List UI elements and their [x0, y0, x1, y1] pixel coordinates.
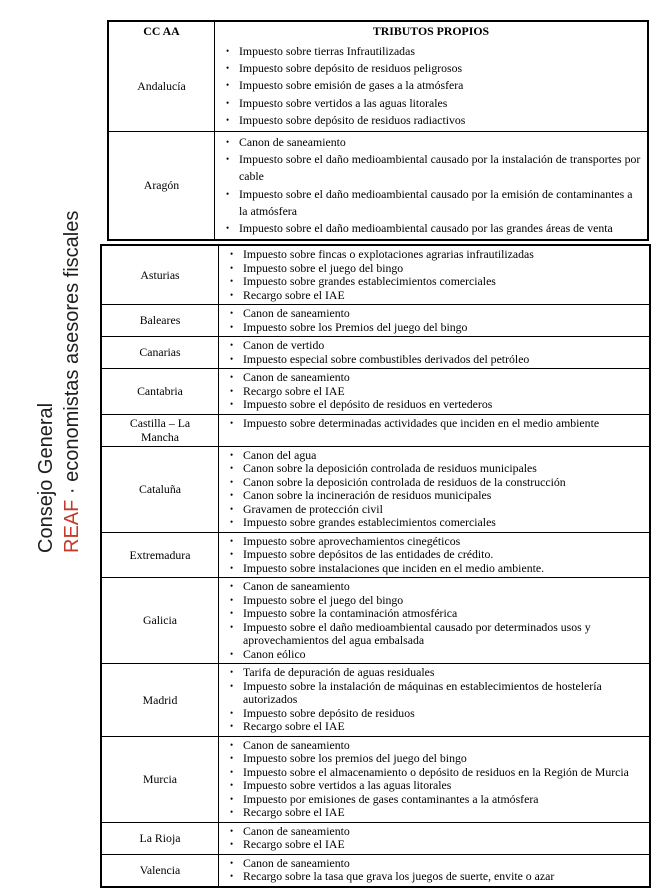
table-row: [102, 532, 649, 578]
tax-item: [215, 95, 643, 112]
bullet-icon: •: [230, 289, 234, 300]
tax-item-text: Canon sobre la deposición controlada de residuos de la construcción: [243, 474, 566, 489]
tax-item: [219, 580, 645, 594]
table-row: [102, 304, 649, 336]
tax-item: [219, 248, 645, 262]
table-row: [102, 663, 649, 736]
tax-item: [219, 371, 645, 385]
table-header-row: [109, 22, 647, 41]
tax-item: [219, 680, 645, 707]
tax-item-text: Canon de saneamiento: [243, 823, 350, 838]
bullet-icon: •: [230, 793, 234, 804]
bullet-icon: •: [226, 97, 230, 108]
tax-item-text: Impuesto sobre el juego del bingo: [243, 592, 404, 607]
bullet-icon: •: [230, 871, 234, 882]
tax-item-text: Canon de saneamiento: [239, 135, 346, 150]
bullet-icon: •: [230, 399, 234, 410]
tax-item-text: Impuesto por emisiones de gases contaminantes a la atmósfera: [243, 791, 539, 806]
bullet-icon: •: [230, 276, 234, 287]
tax-item-text: Tarifa de depuración de aguas residuales: [243, 665, 435, 680]
tax-item: [219, 275, 645, 289]
tax-item-text: Impuesto sobre instalaciones que inciden en el medio ambiente.: [243, 560, 545, 575]
tax-item: [219, 739, 645, 753]
table-row: [102, 446, 649, 532]
tax-items: [219, 823, 649, 854]
bullet-icon: •: [226, 46, 230, 56]
bullet-icon: •: [230, 321, 234, 332]
bullet-icon: •: [230, 249, 234, 260]
tax-item: [219, 806, 645, 820]
tax-item-text: Recargo sobre la tasa que grava los juegos de suerte, envite o azar: [243, 869, 555, 884]
tax-item-text: Impuesto sobre aprovechamientos cinegéticos: [243, 533, 461, 548]
bullet-icon: •: [230, 707, 234, 718]
tax-items: [219, 369, 649, 414]
tax-item: [219, 398, 645, 412]
table-ccaa-tributos-part2: [100, 244, 651, 888]
brand-reaf: REAF: [61, 499, 83, 553]
tax-item: [219, 779, 645, 793]
tax-items: [219, 855, 649, 886]
bullet-icon: •: [226, 154, 230, 165]
bullet-icon: •: [230, 839, 234, 850]
tax-item: [219, 476, 645, 490]
tax-item-text: Impuesto sobre depósito de residuos peligrosos: [239, 61, 463, 76]
tax-item-text: Impuesto sobre determinadas actividades que inciden en el medio ambiente: [243, 415, 600, 430]
tax-item-text: Impuesto sobre los premios del juego del bingo: [243, 751, 467, 766]
tax-item: [219, 857, 645, 871]
bullet-icon: •: [226, 188, 230, 199]
tax-item-text: Canon de saneamiento: [243, 855, 350, 870]
tax-item: [219, 648, 645, 662]
tax-items: [219, 415, 649, 446]
tax-item: [215, 134, 643, 151]
tax-item-text: Impuesto sobre tierras Infrautilizadas: [239, 44, 415, 58]
bullet-icon: •: [226, 137, 230, 148]
tax-item-text: Canon de saneamiento: [243, 306, 350, 321]
tax-items: [215, 41, 647, 131]
tax-item: [215, 43, 643, 60]
bullet-icon: •: [230, 308, 234, 319]
bullet-icon: •: [230, 385, 234, 396]
bullet-icon: •: [230, 648, 234, 659]
tax-item: [219, 548, 645, 562]
tax-item: [219, 307, 645, 321]
table-2-body: [102, 246, 649, 886]
tax-item-text: Gravamen de protección civil: [243, 501, 383, 516]
tax-item-text: Impuesto especial sobre combustibles derivados del petróleo: [243, 351, 530, 366]
table-ccaa-tributos-part1: [107, 20, 649, 241]
tax-item-text: Recargo sobre el IAE: [243, 287, 345, 302]
tax-items: [219, 305, 649, 336]
tax-item-text: Impuesto sobre emisión de gases a la atmósfera: [239, 78, 464, 93]
bullet-icon: •: [230, 463, 234, 474]
tax-items: [219, 447, 649, 532]
table-row: [102, 368, 649, 414]
tax-item: [219, 353, 645, 367]
tax-item: [219, 462, 645, 476]
tax-item: [219, 766, 645, 780]
bullet-icon: •: [230, 667, 234, 678]
bullet-icon: •: [230, 680, 234, 691]
bullet-icon: •: [230, 721, 234, 732]
tax-item-text: Impuesto sobre el daño medioambiental causado por las grandes áreas de venta: [239, 221, 613, 236]
bullet-icon: •: [230, 753, 234, 764]
tax-item: [219, 535, 645, 549]
region-name: Cantabria: [102, 369, 219, 414]
tax-item: [219, 707, 645, 721]
table-row: [102, 336, 649, 368]
bullet-icon: •: [226, 114, 230, 125]
tax-items: [219, 246, 649, 304]
header-ccaa: CC AA: [109, 22, 215, 41]
tax-item: [219, 752, 645, 766]
table-row: [109, 41, 647, 131]
region-name: Asturias: [102, 246, 219, 304]
tax-item: [219, 838, 645, 852]
tax-item: [215, 186, 643, 220]
tax-item: [219, 321, 645, 335]
bullet-icon: •: [230, 340, 234, 351]
bullet-icon: •: [230, 476, 234, 487]
tax-items: [215, 132, 647, 239]
tax-item-text: Impuesto sobre depósito de residuos radiactivos: [239, 112, 466, 127]
tax-item-text: Recargo sobre el IAE: [243, 383, 345, 398]
tax-item-text: Impuesto sobre grandes establecimientos comerciales: [243, 274, 496, 289]
tax-item: [215, 112, 643, 129]
table-row: [102, 246, 649, 304]
reaf-branding: [33, 201, 85, 553]
bullet-icon: •: [230, 353, 234, 364]
bullet-icon: •: [230, 262, 234, 273]
region-name: Madrid: [102, 664, 219, 736]
tax-item-text: Impuesto sobre el depósito de residuos en vertederos: [243, 397, 493, 412]
region-name: Extremadura: [102, 533, 219, 578]
tax-item-text: Impuesto sobre el daño medioambiental causado por la instalación de transportes por cable: [239, 152, 641, 184]
bullet-icon: •: [230, 780, 234, 791]
tax-item: [215, 77, 643, 94]
bullet-icon: •: [226, 223, 230, 234]
region-name: Aragón: [109, 132, 215, 239]
bullet-icon: •: [230, 449, 234, 460]
tax-item-text: Canon de saneamiento: [243, 579, 350, 594]
region-name: La Rioja: [102, 823, 219, 854]
brand-tagline: · economistas asesores fiscales: [61, 210, 83, 500]
tax-item: [215, 151, 643, 185]
bullet-icon: •: [230, 562, 234, 573]
tax-items: [219, 664, 649, 736]
bullet-icon: •: [230, 535, 234, 546]
bullet-icon: •: [230, 581, 234, 592]
bullet-icon: •: [230, 766, 234, 777]
region-name: Valencia: [102, 855, 219, 886]
tax-item-text: Impuesto sobre el daño medioambiental causado por determinados usos y aprovechamientos del agua embalsada: [243, 619, 591, 648]
tax-item-text: Impuesto sobre los Premios del juego del bingo: [243, 319, 468, 334]
table-row: [102, 854, 649, 886]
tax-item: [219, 449, 645, 463]
table-1-body: [109, 41, 647, 239]
tax-item: [219, 289, 645, 303]
bullet-icon: •: [230, 739, 234, 750]
tax-item: [219, 607, 645, 621]
tax-item-text: Impuesto sobre depósitos de las entidades de crédito.: [243, 547, 494, 562]
tax-item-text: Canon sobre la deposición controlada de residuos municipales: [243, 461, 537, 476]
tax-items: [219, 337, 649, 368]
tax-item: [219, 516, 645, 530]
tax-item: [219, 720, 645, 734]
tax-item: [219, 489, 645, 503]
tax-item-text: Impuesto sobre la contaminación atmosférica: [243, 606, 458, 621]
tax-item: [219, 793, 645, 807]
tax-item: [215, 60, 643, 77]
tax-item-text: Canon del agua: [243, 447, 317, 462]
tax-item: [219, 621, 645, 648]
tax-item: [219, 562, 645, 576]
tax-items: [219, 737, 649, 822]
tax-items: [219, 533, 649, 578]
table-row: [102, 736, 649, 822]
tax-item-text: Impuesto sobre el juego del bingo: [243, 260, 404, 275]
bullet-icon: •: [230, 608, 234, 619]
region-name: Andalucía: [109, 41, 215, 131]
region-name: Canarias: [102, 337, 219, 368]
tax-item-text: Canon de saneamiento: [243, 737, 350, 752]
tax-item-text: Impuesto sobre la instalación de máquinas en establecimientos de hostelería autorizados: [243, 678, 602, 707]
table-row: [102, 414, 649, 446]
tax-item: [219, 417, 645, 431]
tax-item-text: Impuesto sobre vertidos a las aguas litorales: [243, 778, 452, 793]
tax-item-text: Recargo sobre el IAE: [243, 719, 345, 734]
region-name: Murcia: [102, 737, 219, 822]
tax-item-text: Recargo sobre el IAE: [243, 837, 345, 852]
tax-item: [219, 870, 645, 884]
tax-item-text: Canon de vertido: [243, 338, 325, 353]
tax-item-text: Impuesto sobre el almacenamiento o depósito de residuos en la Región de Murcia: [243, 764, 629, 779]
bullet-icon: •: [226, 63, 230, 74]
bullet-icon: •: [230, 517, 234, 528]
tax-item: [219, 503, 645, 517]
tax-item-text: Canon sobre la incineración de residuos municipales: [243, 488, 492, 503]
tax-item-text: Impuesto sobre fincas o explotaciones agrarias infrautilizadas: [243, 247, 534, 262]
table-row: [102, 577, 649, 663]
bullet-icon: •: [230, 857, 234, 868]
tax-items: [219, 578, 649, 663]
tax-item-text: Impuesto sobre el daño medioambiental causado por la emisión de contaminantes a la atmósfera: [239, 186, 633, 218]
tax-item-text: Recargo sobre el IAE: [243, 805, 345, 820]
region-name: Cataluña: [102, 447, 219, 532]
bullet-icon: •: [230, 503, 234, 514]
bullet-icon: •: [230, 372, 234, 383]
tax-item-text: Impuesto sobre grandes establecimientos comerciales: [243, 515, 496, 530]
bullet-icon: •: [230, 549, 234, 560]
region-name: Castilla – La Mancha: [102, 415, 219, 446]
region-name: Baleares: [102, 305, 219, 336]
tax-item: [219, 825, 645, 839]
tax-item: [219, 262, 645, 276]
table-row: [102, 822, 649, 854]
table-row: [109, 131, 647, 239]
tax-item-text: Canon de saneamiento: [243, 370, 350, 385]
brand-reaf-line: [59, 201, 85, 553]
bullet-icon: •: [230, 621, 234, 632]
tax-item-text: Impuesto sobre depósito de residuos: [243, 705, 415, 720]
bullet-icon: •: [230, 490, 234, 501]
bullet-icon: •: [230, 417, 234, 428]
region-name: Galicia: [102, 578, 219, 663]
tax-item: [219, 385, 645, 399]
bullet-icon: •: [226, 80, 230, 91]
bullet-icon: •: [230, 807, 234, 818]
tax-item: [219, 339, 645, 353]
tax-item-text: Impuesto sobre vertidos a las aguas litorales: [239, 95, 448, 110]
brand-consejo-general: Consejo General: [35, 402, 57, 553]
tax-item: [219, 594, 645, 608]
tax-item: [219, 666, 645, 680]
tax-tables: [100, 20, 651, 888]
tax-item: [215, 220, 643, 237]
bullet-icon: •: [230, 594, 234, 605]
tax-item-text: Canon eólico: [243, 646, 306, 661]
header-tributos-propios: TRIBUTOS PROPIOS: [372, 24, 490, 38]
bullet-icon: •: [230, 825, 234, 836]
